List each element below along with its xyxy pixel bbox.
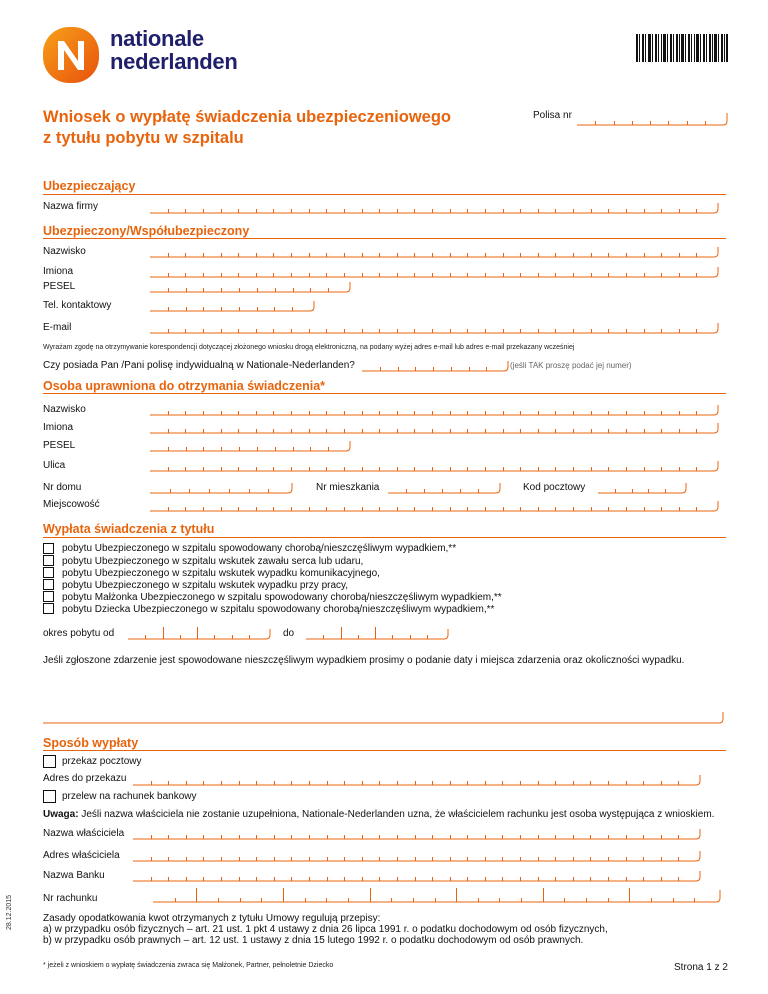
- accident-note: Jeśli zgłoszone zdarzenie jest spowodowane nieszczęśliwym wypadkiem prosimy o podanie daty i miejsca zdarzenia oraz okoliczności wypadku.: [43, 655, 685, 666]
- section-divider: [43, 750, 726, 751]
- barcode-icon: [636, 34, 728, 62]
- insured-pesel-field[interactable]: [150, 279, 350, 293]
- insured-phone-label: Tel. kontaktowy: [43, 300, 112, 311]
- section-divider: [43, 537, 726, 538]
- email-consent-text: Wyrażam zgodę na otrzymywanie korespondencji dotyczącej złożonego wniosku drogą elektroniczną, na podany wyżej adres e-mail lub adres e-mail przekazany wcześniej: [43, 344, 575, 351]
- reason-option-5: pobytu Małżonka Ubezpieczonego w szpitalu spowodowany chorobą/nieszczęśliwym wypadkiem,**: [62, 592, 502, 603]
- city-label: Miejscowość: [43, 499, 100, 510]
- insured-names-field[interactable]: [150, 264, 718, 278]
- city-field[interactable]: [150, 498, 718, 512]
- recipient-pesel-label: PESEL: [43, 440, 76, 451]
- reason-checkbox-5[interactable]: [43, 591, 54, 602]
- tax-rules-text: Zasady opodatkowania kwot otrzymanych z tytułu Umowy regulują przepisy: a) w przypadku osób fizycznych – art. 21 ust. 1 pkt 4 ustawy z dnia 26 lipca 1991 r. o podatku dochodowym od osób fizycznych, b) w przypadku osób prawnych – art. 12 ust. 1 ustawy z dnia 15 lutego 1992 r. o podatku dochodowym od osób prawnych.: [43, 913, 608, 946]
- stay-from-field[interactable]: [128, 626, 270, 640]
- bank-transfer-label: przelew na rachunek bankowy: [62, 791, 197, 802]
- company-name-field[interactable]: [150, 200, 718, 214]
- postal-order-label: przekaz pocztowy: [62, 756, 142, 767]
- account-number-field[interactable]: [153, 887, 720, 903]
- reason-checkbox-2[interactable]: [43, 555, 54, 566]
- reason-option-6: pobytu Dziecka Ubezpieczonego w szpitalu spowodowany chorobą/nieszczęśliwym wypadkiem,**: [62, 604, 495, 615]
- nn-logo-icon: [42, 26, 100, 84]
- section-divider: [43, 194, 726, 195]
- section-recipient: Osoba uprawniona do otrzymania świadczenia*: [43, 379, 326, 393]
- accident-description-field[interactable]: [43, 708, 726, 724]
- section-insurer: Ubezpieczający: [43, 179, 136, 193]
- policy-number-field[interactable]: [577, 110, 727, 126]
- owner-address-field[interactable]: [133, 848, 700, 862]
- stay-to-field[interactable]: [306, 626, 448, 640]
- page-number: Strona 1 z 2: [674, 962, 728, 973]
- bank-name-field[interactable]: [133, 868, 700, 882]
- postal-order-checkbox[interactable]: [43, 755, 56, 768]
- reason-checkbox-6[interactable]: [43, 603, 54, 614]
- section-divider: [43, 393, 726, 394]
- reason-option-3: pobytu Ubezpieczonego w szpitalu wskutek wypadku komunikacyjnego,: [62, 568, 380, 579]
- recipient-surname-label: Nazwisko: [43, 404, 86, 415]
- section-reason: Wypłata świadczenia z tytułu: [43, 522, 215, 536]
- section-insured: Ubezpieczony/Współubezpieczony: [43, 224, 250, 238]
- bank-transfer-checkbox[interactable]: [43, 790, 56, 803]
- flat-number-field[interactable]: [388, 480, 500, 494]
- reason-option-4: pobytu Ubezpieczonego w szpitalu wskutek wypadku przy pracy,: [62, 580, 349, 591]
- recipient-street-field[interactable]: [150, 458, 718, 472]
- policy-question-label: Czy posiada Pan /Pani polisę indywidualną w Nationale-Nederlanden?: [43, 360, 355, 371]
- postal-code-field[interactable]: [598, 480, 686, 494]
- postal-code-label: Kod pocztowy: [523, 482, 586, 493]
- insured-email-label: E-mail: [43, 322, 72, 333]
- reason-checkbox-3[interactable]: [43, 567, 54, 578]
- insured-phone-field[interactable]: [150, 298, 314, 312]
- recipient-surname-field[interactable]: [150, 402, 718, 416]
- owner-address-label: Adres właściciela: [43, 850, 120, 861]
- reason-checkbox-4[interactable]: [43, 579, 54, 590]
- individual-policy-field[interactable]: [362, 358, 508, 372]
- flat-number-label: Nr mieszkania: [316, 482, 380, 493]
- recipient-names-label: Imiona: [43, 422, 74, 433]
- house-number-field[interactable]: [150, 480, 292, 494]
- company-name-label: Nazwa firmy: [43, 201, 99, 212]
- stay-to-label: do: [283, 628, 295, 639]
- insured-pesel-label: PESEL: [43, 281, 76, 292]
- postal-address-label: Adres do przekazu: [43, 773, 127, 784]
- insured-email-field[interactable]: [150, 320, 718, 334]
- section-divider: [43, 238, 726, 239]
- insured-surname-label: Nazwisko: [43, 246, 86, 257]
- recipient-pesel-field[interactable]: [150, 438, 350, 452]
- owner-name-label: Nazwa właściciela: [43, 828, 125, 839]
- recipient-names-field[interactable]: [150, 420, 718, 434]
- account-number-label: Nr rachunku: [43, 893, 98, 904]
- postal-address-field[interactable]: [133, 772, 700, 786]
- reason-checkbox-1[interactable]: [43, 543, 54, 554]
- insured-surname-field[interactable]: [150, 244, 718, 258]
- brand-name: nationale nederlanden: [110, 26, 238, 74]
- document-title: Wniosek o wypłatę świadczenia ubezpieczeniowego z tytułu pobytu w szpitalu: [43, 108, 452, 147]
- footnote: * jeżeli z wnioskiem o wypłatę świadczenia zwraca się Małżonek, Partner, pełnoletnie Dziecko: [43, 962, 334, 969]
- section-payment: Sposób wypłaty: [43, 736, 139, 750]
- bank-name-label: Nazwa Banku: [43, 870, 105, 881]
- payment-note: Uwaga: Jeśli nazwa właściciela nie zostanie uzupełniona, Nationale-Nederlanden uzna, że właścicielem rachunku jest osoba występująca z wnioskiem.: [43, 809, 715, 820]
- recipient-street-label: Ulica: [43, 460, 66, 471]
- revision-date: 28.12.2015: [6, 894, 13, 930]
- insured-names-label: Imiona: [43, 266, 74, 277]
- owner-name-field[interactable]: [133, 826, 700, 840]
- policy-number-label: Polisa nr: [533, 110, 572, 121]
- reason-option-1: pobytu Ubezpieczonego w szpitalu spowodowany chorobą/nieszczęśliwym wypadkiem,**: [62, 543, 457, 554]
- reason-option-2: pobytu Ubezpieczonego w szpitalu wskutek zawału serca lub udaru,: [62, 556, 364, 567]
- stay-from-label: okres pobytu od: [43, 628, 115, 639]
- house-number-label: Nr domu: [43, 482, 82, 493]
- policy-hint: (jeśli TAK proszę podać jej numer): [510, 361, 632, 370]
